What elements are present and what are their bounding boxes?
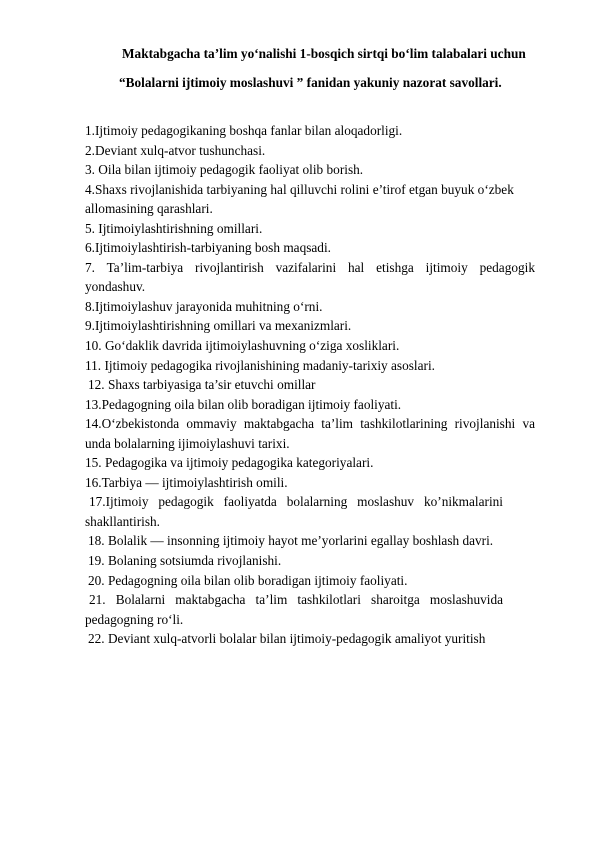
question-line: 3. Oila bilan ijtimoiy pedagogik faoliyat olib borish. [85,162,364,178]
question-line: 21. Bolalarni maktabgacha ta’lim tashkilotlari sharoitga moslashuvida [89,592,503,608]
question-line: 5. Ijtimoiylashtirishning omillari. [85,220,263,236]
document-title-line-2: “Bolalarni ijtimoiy moslashuvi ” fanidan yakuniy nazorat savollari. [119,75,502,90]
question-line: yondashuv. [85,279,146,295]
question-line: 20. Pedagogning oila bilan olib boradigan ijtimoiy faoliyati. [88,572,408,588]
question-line: 10. Go‘daklik davrida ijtimoiylashuvning o‘ziga xosliklari. [85,338,400,354]
question-line: 15. Pedagogika va ijtimoiy pedagogika kategoriyalari. [85,455,374,471]
question-line: 22. Deviant xulq-atvorli bolalar bilan ijtimoiy-pedagogik amaliyot yuritish [88,631,486,647]
question-line: 4.Shaxs rivojlanishida tarbiyaning hal qilluvchi rolini e’tirof etgan buyuk o‘zbek [85,181,514,197]
question-line: shakllantirish. [85,513,160,529]
question-line: 16.Tarbiya — ijtimoiylashtirish omili. [85,474,288,490]
question-line: 11. Ijtimoiy pedagogika rivojlanishining madaniy-tarixiy asoslari. [85,357,435,373]
question-list [85,121,535,649]
question-line: 12. Shaxs tarbiyasiga ta’sir etuvchi omillar [88,377,316,393]
question-line: 14.O‘zbekistonda ommaviy maktabgacha ta’lim tashkilotlarining rivojlanishi va [85,416,535,432]
question-line: 9.Ijtimoiylashtirishning omillari va mexanizmlari. [85,318,352,334]
question-line: 17.Ijtimoiy pedagogik faoliyatda bolalarning moslashuv ko’nikmalarini [89,494,503,510]
question-line: 13.Pedagogning oila bilan olib boradigan ijtimoiy faoliyati. [85,396,402,412]
question-line: 2.Deviant xulq-atvor tushunchasi. [85,142,266,158]
question-line: 1.Ijtimoiy pedagogikaning boshqa fanlar bilan aloqadorligi. [85,123,403,138]
question-line: 6.Ijtimoiylashtirish-tarbiyaning bosh maqsadi. [85,240,331,256]
question-line: 7. Ta’lim-tarbiya rivojlantirish vazifalarini hal etishga ijtimoiy pedagogik [85,259,535,275]
document-title-line-1: Maktabgacha ta’lim yo‘nalishi 1-bosqich sirtqi bo‘lim talabalari uchun [122,46,526,61]
question-line: 18. Bolalik — insonning ijtimoiy hayot me’yorlarini egallay boshlash davri. [88,533,494,549]
question-line: pedagogning ro‘li. [85,611,184,627]
question-line: 19. Bolaning sotsiumda rivojlanishi. [88,553,282,569]
question-line: unda bolalarning ijimoiylashuvi tarixi. [85,435,290,451]
question-line: 8.Ijtimoiylashuv jarayonida muhitning o‘rni. [85,298,323,314]
question-line: allomasining qarashlari. [85,201,213,217]
